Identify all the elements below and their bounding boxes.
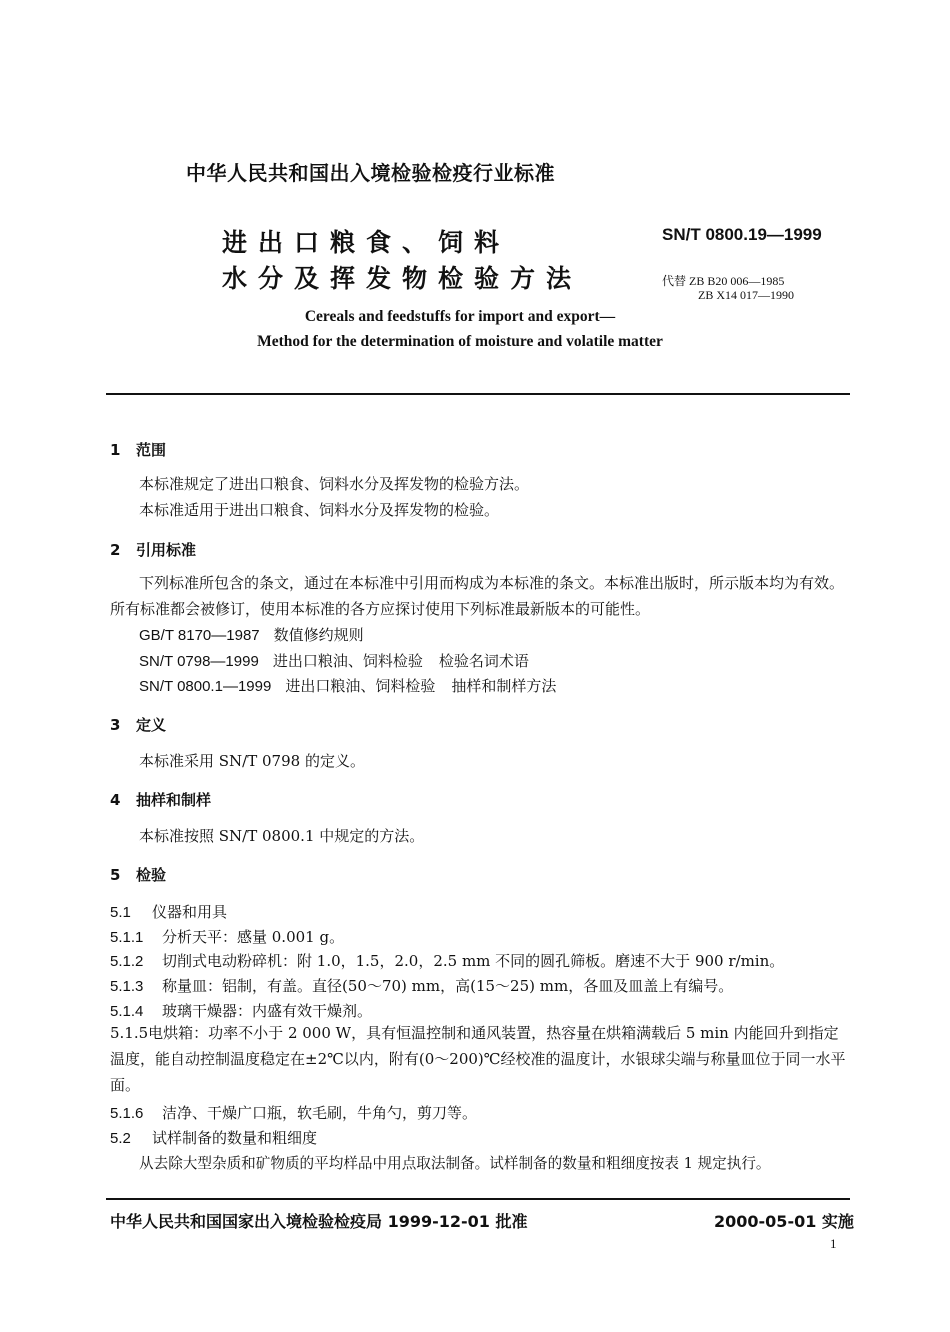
- document-title-en-line2: Method for the determination of moisture and volatile matter: [257, 333, 663, 350]
- subsection-heading-sample-preparation: [110, 1127, 317, 1148]
- clause-number: 5.1.3: [110, 978, 144, 995]
- industry-standard-heading: 中华人民共和国出入境检验检疫行业标准: [186, 161, 555, 185]
- footer-divider: [106, 1198, 850, 1200]
- clause-number: 5.1.1: [110, 929, 144, 946]
- section-heading-definitions: [110, 714, 166, 735]
- section-title: 检验: [136, 866, 167, 884]
- clause-text: 切削式电动粉碎机：附 1.0，1.5，2.0，2.5 mm 不同的圆孔筛板。磨速不大于 900 r/min。: [162, 952, 785, 970]
- clause-number: 5.1.5: [110, 1024, 149, 1042]
- clause-item: [110, 1000, 372, 1021]
- section-title: 抽样和制样: [136, 791, 212, 809]
- replaced-standard: ZB X14 017—1990: [698, 288, 794, 302]
- reference-item: [139, 624, 380, 645]
- subsection-number: 5.2: [110, 1130, 131, 1147]
- standard-number: SN/T 0800.19—1999: [662, 225, 822, 244]
- reference-item: [139, 650, 529, 671]
- document-title-cn-line2: 水分及挥发物检验方法: [222, 264, 583, 293]
- clause-text: 洁净、干燥广口瓶，软毛刷，牛角勺，剪刀等。: [162, 1104, 478, 1122]
- section-heading-normative-references: [110, 539, 196, 560]
- clause-number: 5.1.4: [110, 1003, 144, 1020]
- replaces-label: 代替: [662, 274, 687, 288]
- effective-date: 2000-05-01 实施: [714, 1212, 854, 1231]
- reference-subtitle: 检验名词术语: [438, 652, 529, 670]
- section-number: 4: [110, 791, 121, 809]
- paragraph: 本标准按照 SN/T 0800.1 中规定的方法。: [139, 827, 425, 845]
- clause-number: 5.1.2: [110, 953, 144, 970]
- subsection-title: 仪器和用具: [152, 903, 228, 921]
- replaces-block: [662, 274, 794, 302]
- reference-code: GB/T 8170—1987: [139, 627, 260, 644]
- replaced-standard: ZB B20 006—1985: [689, 274, 785, 288]
- clause-text: 玻璃干燥器：内盛有效干燥剂。: [162, 1002, 373, 1020]
- subsection-heading-apparatus: [110, 901, 227, 922]
- section-heading-scope: [110, 439, 166, 460]
- section-heading-sampling: [110, 789, 211, 810]
- paragraph: 本标准采用 SN/T 0798 的定义。: [139, 752, 365, 770]
- section-number: 2: [110, 541, 121, 559]
- reference-title: 数值修约规则: [273, 626, 364, 644]
- paragraph: 下列标准所包含的条文，通过在本标准中引用而构成为本标准的条文。本标准出版时，所示版本均为有效。所有标准都会被修订，使用本标准的各方应探讨使用下列标准最新版本的可能性。: [110, 574, 845, 618]
- subsection-number: 5.1: [110, 904, 131, 921]
- document-title-cn-line1: 进出口粮食、饲料: [222, 228, 511, 257]
- reference-code: SN/T 0798—1999: [139, 653, 259, 670]
- paragraph: 本标准规定了进出口粮食、饲料水分及挥发物的检验方法。: [139, 475, 530, 493]
- paragraph: 从去除大型杂质和矿物质的平均样品中用点取法制备。试样制备的数量和粗细度按表 1 规定执行。: [139, 1155, 771, 1172]
- reference-subtitle: 抽样和制样方法: [451, 677, 557, 695]
- reference-code: SN/T 0800.1—1999: [139, 678, 272, 695]
- section-number: 3: [110, 716, 121, 734]
- document-title-en-line1: Cereals and feedstuffs for import and export—: [304, 308, 616, 325]
- reference-title: 进出口粮油、饲料检验: [285, 677, 436, 695]
- clause-text: 称量皿：铝制，有盖。直径(50～70) mm，高(15～25) mm，各皿及皿盖上有编号。: [162, 977, 734, 995]
- clause-text: 分析天平：感量 0.001 g。: [162, 928, 345, 946]
- clause-item: [110, 1102, 477, 1123]
- reference-title: 进出口粮油、饲料检验: [272, 652, 423, 670]
- subsection-title: 试样制备的数量和粗细度: [152, 1129, 318, 1147]
- clause-item: [110, 1020, 852, 1098]
- clause-number: 5.1.6: [110, 1105, 144, 1122]
- section-number: 5: [110, 866, 121, 884]
- header-divider: [106, 393, 850, 395]
- paragraph: 本标准适用于进出口粮食、饲料水分及挥发物的检验。: [139, 501, 500, 519]
- section-number: 1: [110, 441, 121, 459]
- section-title: 定义: [136, 716, 167, 734]
- page-number: 1: [830, 1236, 837, 1251]
- section-heading-inspection: [110, 864, 166, 885]
- clause-item: [110, 926, 344, 947]
- section-title: 范围: [136, 441, 167, 459]
- section-title: 引用标准: [136, 541, 197, 559]
- clause-item: [110, 975, 733, 996]
- issue-statement: 中华人民共和国国家出入境检验检疫局 1999-12-01 批准: [110, 1212, 528, 1231]
- clause-text: 电烘箱：功率不小于 2 000 W，具有恒温控制和通风装置，热容量在烘箱满载后 5 min 内能回升到指定温度，能自动控制温度稳定在±2℃以内，附有(0～200)℃经校准的温度计，水银球尖端与称量皿位于同一水平面。: [110, 1024, 846, 1094]
- clause-item: [110, 950, 784, 971]
- reference-item: [139, 675, 556, 696]
